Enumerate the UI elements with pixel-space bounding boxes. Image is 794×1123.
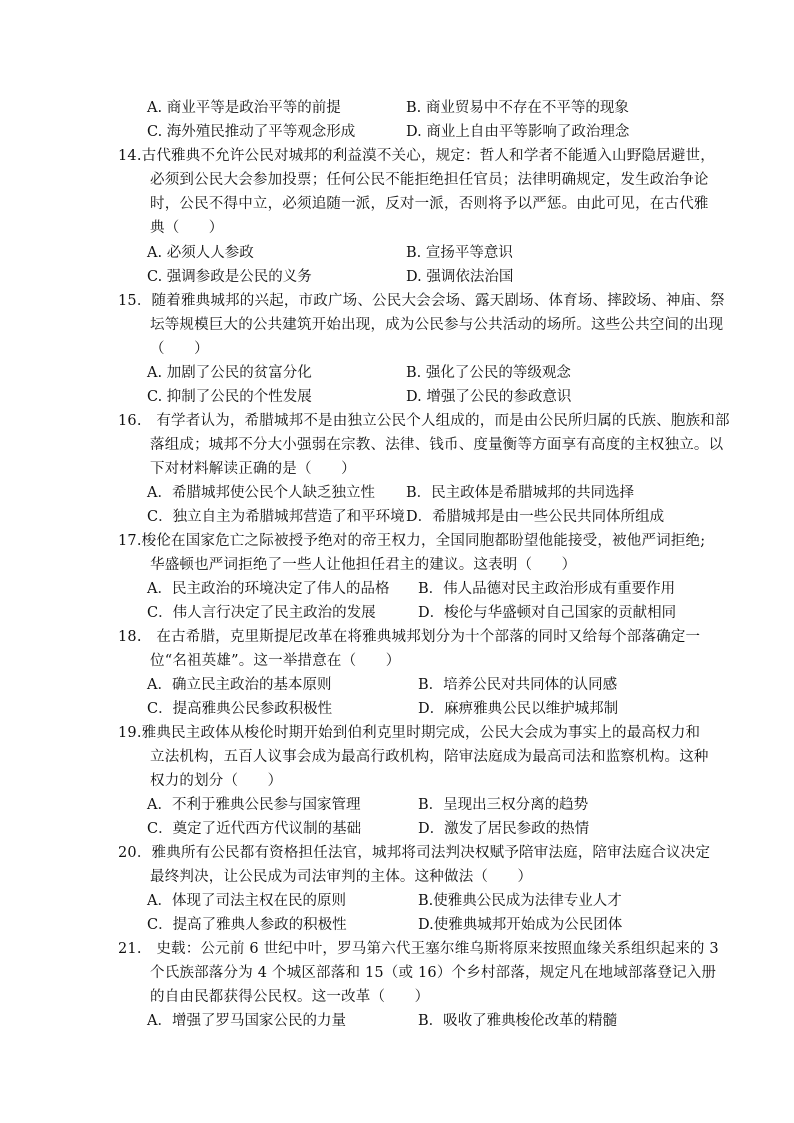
q17-stem-line: 17.梭伦在国家危亡之际被授予绝对的帝王权力，全国同胞都盼望他能接受，被他严词拒绝; (118, 533, 706, 549)
q19-option-c: C．奠定了近代西方代议制的基础 (147, 821, 362, 837)
q17-option-c: C．伟人言行决定了民主政治的发展 (147, 605, 376, 621)
q16-option-c: C．独立自主为希腊城邦营造了和平环境 (147, 509, 405, 525)
q16-option-b: B．民主政体是希腊城邦的共同选择 (406, 485, 635, 501)
q14-option-c: C. 强调参政是公民的义务 (147, 269, 312, 285)
q16-option-d: D．希腊城邦是由一些公民共同体所组成 (406, 509, 665, 525)
q17-option-a: A．民主政治的环境决定了伟人的品格 (147, 581, 390, 597)
q20-stem-line: 20．雅典所有公民都有资格担任法官，城邦将司法判决权赋予陪审法庭，陪审法庭合议决定 (118, 845, 711, 861)
q19-option-a: A．不利于雅典公民参与国家管理 (147, 797, 361, 813)
q20-stem-line: 最终判决，让公民成为司法审判的主体。这种做法（ ） (150, 869, 533, 885)
q14-option-b: B. 宣扬平等意识 (406, 245, 513, 261)
q17-option-b: B．伟人品德对民主政治形成有重要作用 (418, 581, 676, 597)
q15-option-c: C. 抑制了公民的个性发展 (147, 389, 312, 405)
q18-option-b: B．培养公民对共同体的认同感 (418, 677, 618, 693)
q19-option-b: B．呈现出三权分离的趋势 (418, 797, 589, 813)
q17-stem-line: 华盛顿也严词拒绝了一些人让他担任君主的建议。这表明（ ） (150, 557, 577, 573)
q20-option-d: D.使雅典城邦开始成为公民团体 (418, 917, 623, 933)
q16-stem-line: 落组成；城邦不分大小强弱在宗教、法律、钱币、度量衡等方面享有高度的主权独立。以 (150, 437, 724, 453)
q14-option-a: A. 必须人人参政 (147, 245, 254, 261)
q14-option-d: D. 强调依法治国 (406, 269, 514, 285)
q18-stem-line: 位“名祖英雄”。这一举措意在（ ） (150, 653, 401, 669)
q15-stem-line: 15．随着雅典城邦的兴起，市政广场、公民大会会场、露天剧场、体育场、摔跤场、神庙、祭 (118, 293, 725, 309)
q20-option-b: B.使雅典公民成为法律专业人才 (418, 893, 622, 909)
q21-stem-line: 个氏族部落分为 4 个城区部落和 15（或 16）个乡村部落，规定凡在地域部落登记入册 (150, 965, 717, 981)
q19-stem-line: 立法机构，五百人议事会成为最高行政机构，陪审法庭成为最高司法和监察机构。这种 (150, 749, 709, 765)
q19-stem-line: 19.雅典民主政体从梭伦时期开始到伯利克里时期完成，公民大会成为事实上的最高权力和 (118, 725, 701, 741)
q16-stem-line: 下对材料解读正确的是（ ） (150, 461, 356, 477)
q21-stem-line: 的自由民都获得公民权。这一改革（ ） (150, 989, 430, 1005)
q15-option-a: A. 加剧了公民的贫富分化 (147, 365, 312, 381)
q14-stem-line: 典（ ） (150, 220, 224, 236)
q13-option-c: C. 海外殖民推动了平等观念形成 (147, 124, 356, 140)
q13-option-b: B. 商业贸易中不存在不平等的现象 (406, 100, 629, 116)
q17-option-d: D．梭伦与华盛顿对自己国家的贡献相同 (418, 605, 677, 621)
q15-option-b: B. 强化了公民的等级观念 (406, 365, 571, 381)
q19-option-d: D．激发了居民参政的热情 (418, 821, 590, 837)
q14-stem-line: 14.古代雅典不允许公民对城邦的利益漠不关心，规定：哲人和学者不能遁入山野隐居避世， (118, 148, 715, 164)
q18-option-c: C．提高雅典公民参政积极性 (147, 701, 333, 717)
q14-stem-line: 必须到公民大会参加投票；任何公民不能拒绝担任官员；法律明确规定，发生政治争论 (150, 172, 709, 188)
q15-option-d: D. 增强了公民的参政意识 (406, 389, 572, 405)
q18-option-d: D．麻痹雅典公民以维护城邦制 (418, 701, 619, 717)
q21-stem-line: 21. 史载：公元前 6 世纪中叶，罗马第六代王塞尔维乌斯将原来按照血缘关系组织起来的 3 (118, 941, 719, 957)
q16-stem-line: 16. 有学者认为，希腊城邦不是由独立公民个人组成的，而是由公民所归属的氏族、胞族和部 (118, 413, 730, 429)
q14-stem-line: 时，公民不得中立，必须追随一派，反对一派，否则将予以严惩。由此可见，在古代雅 (150, 196, 709, 212)
q18-stem-line: 18. 在古希腊，克里斯提尼改革在将雅典城邦划分为十个部落的同时又给每个部落确定一 (118, 629, 701, 645)
q16-option-a: A．希腊城邦使公民个人缺乏独立性 (147, 485, 375, 501)
q20-option-c: C．提高了雅典人参政的积极性 (147, 917, 347, 933)
q18-option-a: A．确立民主政治的基本原则 (147, 677, 332, 693)
q13-option-d: D. 商业上自由平等影响了政治理念 (406, 124, 630, 140)
q19-stem-line: 权力的划分（ ） (150, 773, 283, 789)
q20-option-a: A．体现了司法主权在民的原则 (147, 893, 346, 909)
q21-option-a: A．增强了罗马国家公民的力量 (147, 1013, 346, 1029)
q13-option-a: A. 商业平等是政治平等的前提 (147, 100, 341, 116)
q15-stem-line: 坛等规模巨大的公共建筑开始出现，成为公民参与公共活动的场所。这些公共空间的出现 (150, 317, 724, 333)
q15-stem-line: （ ） (150, 341, 209, 357)
q21-option-b: B．吸收了雅典梭伦改革的精髓 (418, 1013, 618, 1029)
